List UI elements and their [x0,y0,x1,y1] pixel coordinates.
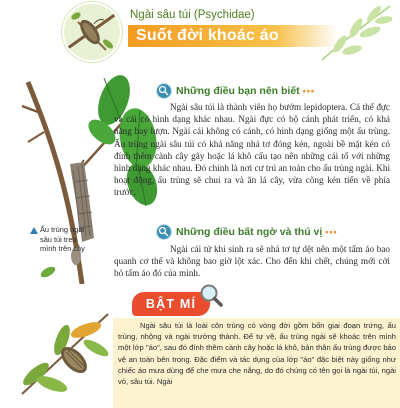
bagworm-on-leaves-illustration [16,304,114,400]
section-surprises-paragraph: Ngài cái tử khi sinh ra sẽ nhả tơ tự dệt nên một tấm áo bao quanh cơ thể và không bao giờ lột xác. Cho đến khi chết, chúng mới cởi bỏ tấm áo đó của mình. [114,244,390,279]
section-heading-facts-text: Những điều bạn nên biết [176,85,300,97]
magnifier-bubble-icon [156,83,172,99]
caption-marker-icon [30,227,38,234]
heading-dots-icon: ••• [302,86,316,96]
section-heading-surprises [176,226,338,238]
species-subtitle: Ngài sâu túi (Psychidae) [130,9,255,21]
section-facts-paragraph: Ngài sâu túi là thành viên họ bướm lepidoptera. Cá thể đực và cái có hình dạng khác nhau. Ngài đực có bộ cánh phát triển, có khả năng bay lượn. Ngài cái không có cánh, có hình dạng giống một ấu trùng. Ấu trùng ngài sâu túi có khả năng nhả tơ đóng kén, ngoài bề mặt kén có đính thêm cành cây gãy hoặc lá khô cấu tạo nên những cái tổ với những hình dạng khác nhau. Đó chính là nơi cư trú an toàn cho ấu trùng ngài. Khi hoạt động, ấu trùng sẽ chui ra và ăn lá cây, vừa cõng kén tiến về phía trước. [114,102,390,198]
reveal-paragraph: Ngài sâu túi là loài côn trùng có vòng đời gồm bốn giai đoạn trứng, ấu trùng, nhộng và ngài trưởng thành. Để tự vệ, ấu trùng ngài sẽ khoác trên mình một lớp "áo", sau đó đính thêm cành cây hoặc lá khô, bản thân ấu trùng được bảo vệ an toàn bên trong. Đặc điểm và tác dụng của lớp "áo" đặc biệt này giống như chiếc áo mưa dùng để che mưa che nắng, do đó chúng có tên gọi là ngài túi, ngài vỏ, sâu túi. Ngài [118,321,396,387]
bagworm-thumbnail [62,2,122,62]
magnifier-bubble-icon [156,224,172,240]
image-caption: Ấu trùng ngài sâu túi treo mình trên cây [40,225,85,253]
heading-dots-icon: ••• [325,227,338,237]
page-title: Suốt đời khoác áo [128,25,338,47]
magnifying-glass-icon [198,282,224,308]
section-heading-surprises-text: Những điều bất ngờ và thú vị [176,226,323,238]
bagworm-thumbnail-illustration [64,4,120,60]
section-heading-facts [176,85,315,97]
reveal-badge: BẬT MÍ [132,292,210,316]
decorative-leaf-sprig-icon [312,2,392,62]
